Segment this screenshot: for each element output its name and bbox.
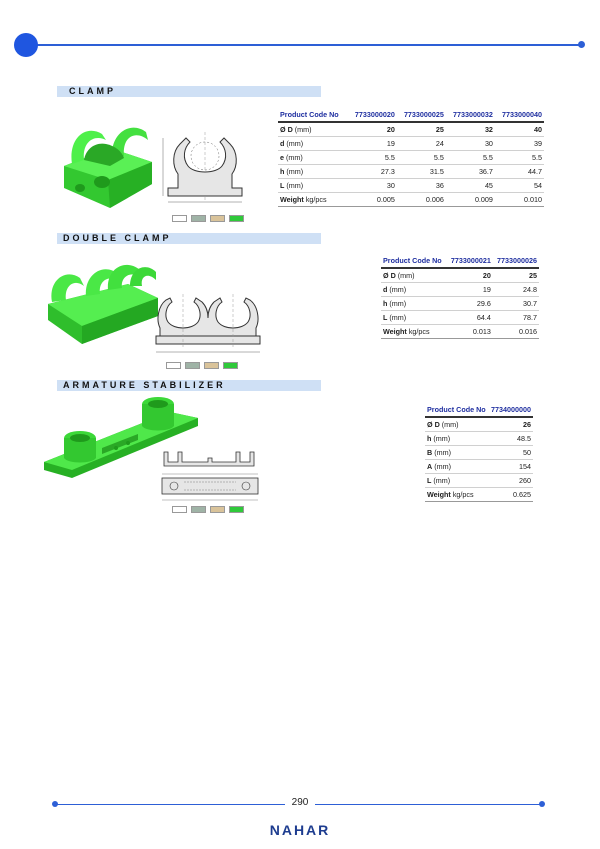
product-code-label: Product Code No xyxy=(425,403,488,417)
table-cell: 30.7 xyxy=(493,297,539,311)
row-label: h xyxy=(427,434,432,443)
table-cell: 0.006 xyxy=(397,193,446,207)
table-cell: 0.009 xyxy=(446,193,495,207)
row-unit: (mm) xyxy=(434,448,451,457)
table-cell: 26 xyxy=(488,417,533,432)
table-cell: 5.5 xyxy=(495,151,544,165)
table-row xyxy=(425,460,533,474)
product-code-label: Product Code No xyxy=(278,108,348,122)
table-cell: 20 xyxy=(348,122,397,137)
header-dot-icon xyxy=(14,33,38,57)
product-code: 7733000020 xyxy=(348,108,397,122)
color-swatch-white xyxy=(172,506,187,513)
table-cell: 20 xyxy=(447,268,493,283)
table-row xyxy=(425,474,533,488)
table-row xyxy=(381,311,539,325)
product-code: 7733000026 xyxy=(493,254,539,268)
row-label: e xyxy=(280,153,284,162)
row-label: Ø D xyxy=(383,271,396,280)
row-unit: (mm) xyxy=(286,167,304,176)
table-cell: 50 xyxy=(488,446,533,460)
clamp-section-title: CLAMP xyxy=(69,86,116,96)
clamp-color-swatches xyxy=(172,215,244,222)
color-swatch-beige xyxy=(204,362,219,369)
double-clamp-technical-drawing xyxy=(152,292,264,362)
table-cell: 29.6 xyxy=(447,297,493,311)
color-swatch-grey xyxy=(185,362,200,369)
table-cell: 0.010 xyxy=(495,193,544,207)
table-row xyxy=(278,193,544,207)
table-cell: 260 xyxy=(488,474,533,488)
row-label: Weight xyxy=(280,195,304,204)
row-label: L xyxy=(427,476,432,485)
table-cell: 154 xyxy=(488,460,533,474)
table-row xyxy=(278,122,544,137)
table-row xyxy=(278,137,544,151)
product-code: 7733000025 xyxy=(397,108,446,122)
row-label: Ø D xyxy=(280,125,293,134)
row-label: B xyxy=(427,448,433,457)
row-unit: (mm) xyxy=(389,299,407,308)
table-row xyxy=(381,325,539,339)
table-cell: 64.4 xyxy=(447,311,493,325)
row-unit: (mm) xyxy=(389,285,407,294)
footer-dot-right-icon xyxy=(539,801,545,807)
row-label: h xyxy=(383,299,388,308)
header-rule xyxy=(30,44,582,46)
table-cell: 0.005 xyxy=(348,193,397,207)
double-clamp-section-bar xyxy=(57,233,321,244)
row-label: Weight xyxy=(427,490,451,499)
double-clamp-spec-table xyxy=(381,254,539,339)
table-header-row xyxy=(425,403,533,417)
table-cell: 44.7 xyxy=(495,165,544,179)
armature-stabilizer-spec-table xyxy=(425,403,533,502)
table-cell: 24 xyxy=(397,137,446,151)
table-cell: 48.5 xyxy=(488,432,533,446)
table-cell: 0.013 xyxy=(447,325,493,339)
color-swatch-green xyxy=(229,506,244,513)
table-cell: 78.7 xyxy=(493,311,539,325)
header-rule-end-dot-icon xyxy=(578,41,585,48)
brand-logo: NAHAR xyxy=(269,822,331,838)
table-cell: 25 xyxy=(397,122,446,137)
table-row xyxy=(278,179,544,193)
table-cell: 19 xyxy=(348,137,397,151)
row-label: L xyxy=(280,181,285,190)
table-row xyxy=(425,417,533,432)
double-clamp-section-title: DOUBLE CLAMP xyxy=(63,233,172,243)
table-cell: 39 xyxy=(495,137,544,151)
page-number: 290 xyxy=(285,797,315,808)
row-unit: (mm) xyxy=(389,313,407,322)
row-unit: (mm) xyxy=(286,139,304,148)
row-unit: (mm) xyxy=(434,462,451,471)
color-swatch-green xyxy=(229,215,244,222)
row-unit: (mm) xyxy=(397,271,415,280)
table-cell: 25 xyxy=(493,268,539,283)
product-code-label: Product Code No xyxy=(381,254,447,268)
table-cell: 5.5 xyxy=(348,151,397,165)
color-swatch-green xyxy=(223,362,238,369)
row-unit: kg/pcs xyxy=(452,490,474,499)
armature-stabilizer-technical-drawing xyxy=(158,448,262,504)
product-code: 7734000000 xyxy=(488,403,533,417)
color-swatch-white xyxy=(166,362,181,369)
clamp-technical-drawing xyxy=(160,130,250,208)
color-swatch-beige xyxy=(210,506,225,513)
row-unit: (mm) xyxy=(441,420,459,429)
table-cell: 36.7 xyxy=(446,165,495,179)
table-cell: 24.8 xyxy=(493,283,539,297)
row-label: A xyxy=(427,462,433,471)
armature-stabilizer-color-swatches xyxy=(172,506,244,513)
row-unit: kg/pcs xyxy=(408,327,430,336)
double-clamp-color-swatches xyxy=(166,362,238,369)
table-cell: 0.016 xyxy=(493,325,539,339)
row-unit: (mm) xyxy=(433,476,451,485)
armature-stabilizer-section-title: ARMATURE STABILIZER xyxy=(63,380,226,390)
table-row xyxy=(278,151,544,165)
product-code: 7733000040 xyxy=(495,108,544,122)
row-label: Weight xyxy=(383,327,407,336)
table-cell: 40 xyxy=(495,122,544,137)
color-swatch-white xyxy=(172,215,187,222)
table-cell: 31.5 xyxy=(397,165,446,179)
row-label: h xyxy=(280,167,285,176)
footer-dot-left-icon xyxy=(52,801,58,807)
table-row xyxy=(278,165,544,179)
table-cell: 36 xyxy=(397,179,446,193)
table-cell: 27.3 xyxy=(348,165,397,179)
row-unit: (mm) xyxy=(294,125,312,134)
clamp-section-bar xyxy=(57,86,321,97)
color-swatch-grey xyxy=(191,506,206,513)
clamp-spec-table xyxy=(278,108,544,207)
color-swatch-beige xyxy=(210,215,225,222)
table-cell: 5.5 xyxy=(397,151,446,165)
row-unit: kg/pcs xyxy=(305,195,327,204)
table-cell: 0.625 xyxy=(488,488,533,502)
product-code: 7733000021 xyxy=(447,254,493,268)
table-cell: 32 xyxy=(446,122,495,137)
table-row xyxy=(381,283,539,297)
product-code: 7733000032 xyxy=(446,108,495,122)
table-header-row xyxy=(278,108,544,122)
row-unit: (mm) xyxy=(433,434,451,443)
row-unit: (mm) xyxy=(286,153,303,162)
row-label: d xyxy=(383,285,388,294)
double-clamp-product-image xyxy=(42,258,162,348)
table-header-row xyxy=(381,254,539,268)
row-label: d xyxy=(280,139,285,148)
armature-stabilizer-section-bar xyxy=(57,380,321,391)
table-row xyxy=(425,446,533,460)
clamp-product-image xyxy=(50,118,160,218)
table-cell: 54 xyxy=(495,179,544,193)
table-cell: 5.5 xyxy=(446,151,495,165)
table-cell: 30 xyxy=(446,137,495,151)
table-cell: 45 xyxy=(446,179,495,193)
row-label: L xyxy=(383,313,388,322)
table-row xyxy=(381,268,539,283)
table-row xyxy=(381,297,539,311)
color-swatch-grey xyxy=(191,215,206,222)
row-unit: (mm) xyxy=(286,181,304,190)
table-cell: 30 xyxy=(348,179,397,193)
table-cell: 19 xyxy=(447,283,493,297)
table-row xyxy=(425,488,533,502)
table-row xyxy=(425,432,533,446)
row-label: Ø D xyxy=(427,420,440,429)
